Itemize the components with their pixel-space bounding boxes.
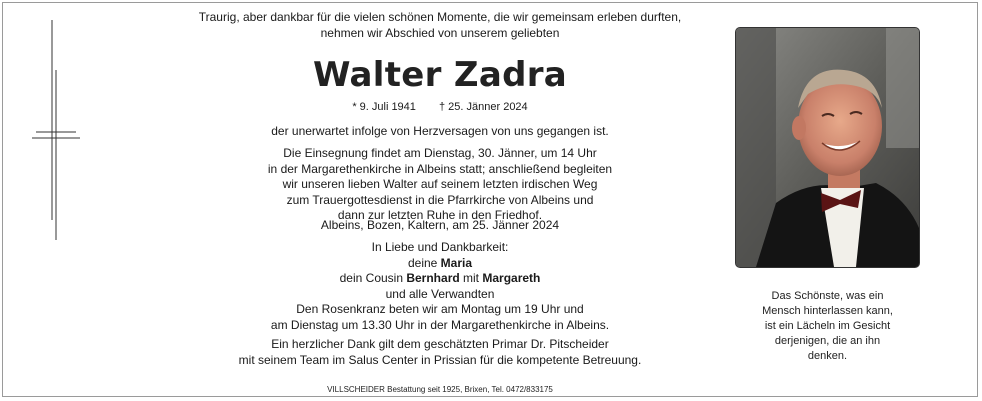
funeral-home-footer: VILLSCHEIDER Bestattung seit 1925, Brixen, Tel. 0472/833175 [327,385,553,394]
mourner-line [160,271,720,287]
quote-line: Mensch hinterlassen kann, [762,305,893,317]
quote-line: Das Schönste, was ein [771,290,884,302]
mourner-line: und alle Verwandten [385,286,495,301]
funeral-details [160,146,720,224]
rosary-line: am Dienstag um 13.30 Uhr in der Margarethenkirche in Albeins. [270,317,610,332]
deceased-name: Walter Zadra [312,55,568,95]
quote-line: denken. [807,350,848,362]
intro-line: nehmen wir Abschied von unserem geliebten [320,25,560,40]
cause-text: der unerwartet infolge von Herzversagen von uns gegangen ist. [271,124,609,138]
rosary-info [160,302,720,333]
funeral-line: in der Margarethenkirche in Albeins statt; anschließend begleiten [267,161,613,176]
death-date: † 25. Jänner 2024 [438,101,528,113]
mourner-connector: mit [459,271,483,285]
quote-line: ist ein Lächeln im Gesicht [764,320,891,332]
portrait-photo [735,27,920,268]
place-date: Albeins, Bozen, Kaltern, am 25. Jänner 2024 [320,218,560,232]
thanks-line: mit seinem Team im Salus Center in Prissian für die kompetente Betreuung. [238,352,642,367]
intro-text [160,10,720,41]
mourner-name: Maria [440,255,473,270]
portrait-illustration [736,28,919,267]
thanks-text [160,337,720,368]
mourners-heading: In Liebe und Dankbarkeit: [371,240,509,254]
funeral-line: dann zur letzten Ruhe in den Friedhof. [337,208,543,222]
mourner-prefix: dein Cousin [339,271,407,285]
life-dates [160,100,720,116]
rosary-line: Den Rosenkranz beten wir am Montag um 19 Uhr und [296,302,584,316]
mourner-name: Bernhard [406,271,460,285]
mourners-list [160,240,720,302]
mourner-line [160,256,720,272]
funeral-line: wir unseren lieben Walter auf seinem letzten irdischen Weg [282,177,598,191]
mourner-name: Margareth [482,271,541,285]
thanks-line: Ein herzlicher Dank gilt dem geschätzten Primar Dr. Pitscheider [271,337,609,351]
quote-line: derjenigen, die an ihn [774,335,881,347]
quote [730,289,925,364]
intro-line: Traurig, aber dankbar für die vielen schönen Momente, die wir gemeinsam erleben durften, [198,10,682,24]
funeral-line: Die Einsegnung findet am Dienstag, 30. Jänner, um 14 Uhr [283,146,597,160]
birth-date: * 9. Juli 1941 [352,101,416,113]
funeral-line: zum Trauergottesdienst in die Pfarrkirche von Albeins und [286,192,594,207]
cross-icon [30,20,90,240]
mourner-prefix: deine [407,255,441,270]
